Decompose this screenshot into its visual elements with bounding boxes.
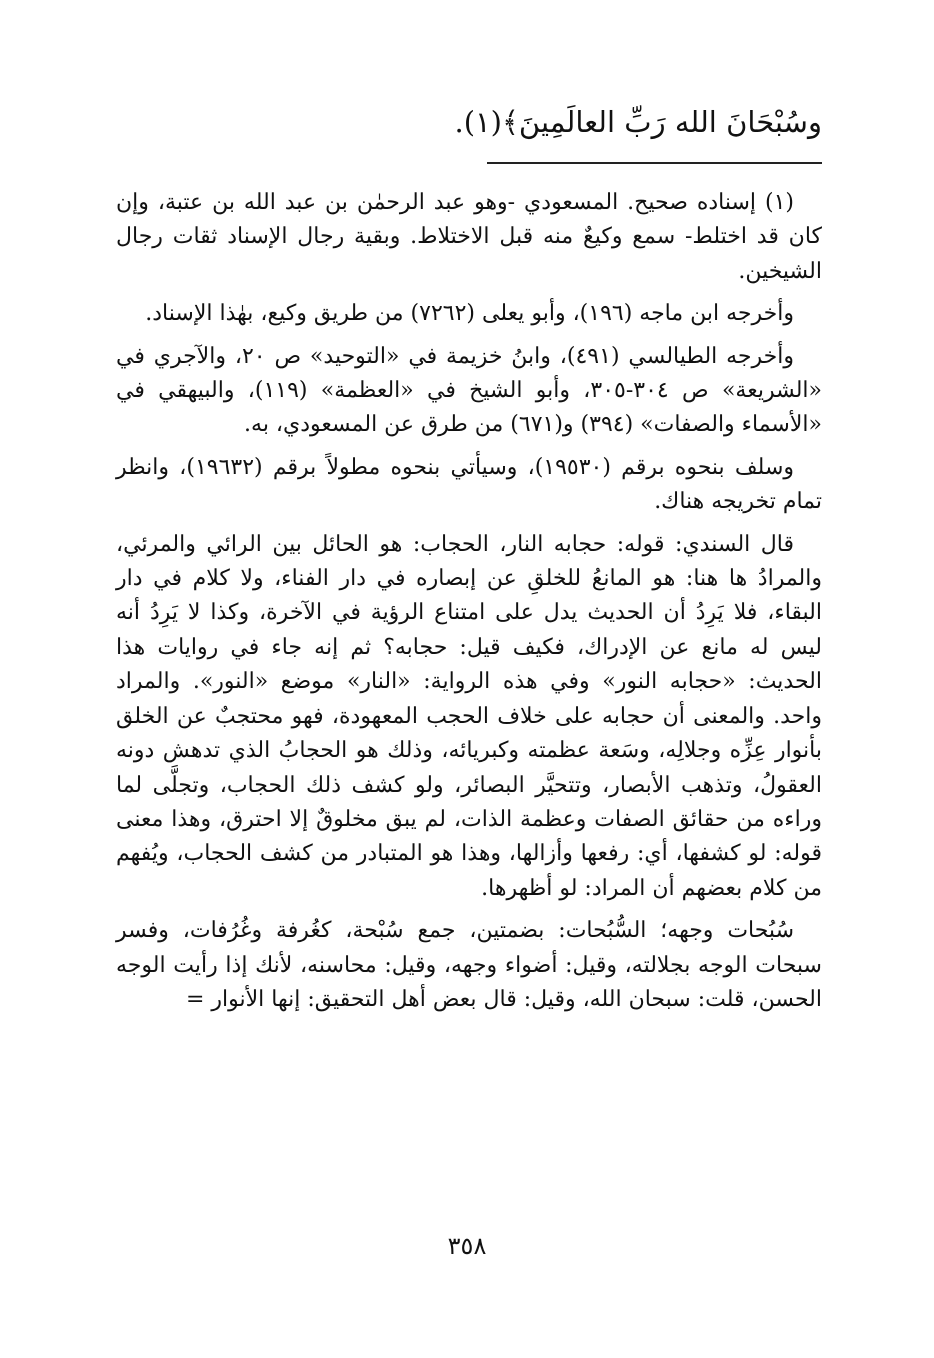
footnote-paragraph: سُبُحات وجهه؛ السُّبُحات: بضمتين، جمع سُبْحة، كغُرفة وغُرُفات، وفسر سبحات الوجه بجلالته، وقيل: أضواء وجهه، وقيل: محاسنه، لأنك إذا رأيت الوجه الحسن، قلت: سبحان الله، وقيل: قال بعض أهل التحقيق: إنها الأنوار =: [116, 918, 822, 1012]
footnote-paragraph: قال السندي: قوله: حجابه النار، الحجاب: هو الحائل بين الرائي والمرئي، والمرادُ ها هنا: هو المانعُ للخلقِ عن إبصاره في دار الفناء، ولا كلام في دار البقاء، فلا يَرِدُ أن الحديث يدل على امتناع الرؤية في الآخرة، وكذا لا يَرِدُ أنه ليس له مانع عن الإدراك، فكيف قيل: حجابه؟ ثم إنه جاء في روايات هذا الحديث: «حجابه النور» وفي هذه الرواية: «النار» موضع «النور». والمراد واحد. والمعنى أن حجابه على خلاف الحجب المعهودة، فهو محتجبٌ عن الخلق بأنوار عِزِّه وجلالِه، وسَعة عظمته وكبريائه، وذلك هو الحجابُ الذي تدهش دونه العقولُ، وتذهب الأبصار، وتتحيَّر البصائر، ولو كشف ذلك الحجاب، وتجلَّى لما وراءه من حقائق الصفات وعظمة الذات، لم يبق مخلوقٌ إلا احترق، وهذا معنى قوله: لو كشفها، أي: رفعها وأزالها، وهذا هو المتبادر من كشف الحجاب، ويُفهم من كلام بعضهم أن المراد: لو أظهرها.: [116, 531, 823, 901]
footnote-paragraph: (١) إسناده صحيح. المسعودي -وهو عبد الرحمٰن بن عبد الله بن عتبة، وإن كان قد اختلط- سمع وكيعٌ منه قبل الاختلاط. وبقية رجال الإسناد ثقات رجال الشيخين.: [116, 190, 822, 284]
footnote-paragraph: وأخرجه ابن ماجه (١٩٦)، وأبو يعلى (٧٢٦٢) من طريق وكيع، بهٰذا الإسناد.: [145, 301, 794, 327]
page-number: ٣٥٨: [447, 1232, 487, 1260]
main-text-line: وسُبْحَانَ الله رَبِّ العالَمِينَ﴾(١).: [454, 105, 822, 139]
footnotes-section: [116, 186, 822, 1025]
footnote-paragraph: وأخرجه الطيالسي (٤٩١)، وابنُ خزيمة في «التوحيد» ص ٢٠، والآجري في «الشريعة» ص ٣٠٤-٣٠٥، وأبو الشيخ في «العظمة» (١١٩)، والبيهقي في «الأسماء والصفات» (٣٩٤) و(٦٧١) من طرق عن المسعودي، به.: [116, 343, 822, 438]
footnote-paragraph: وسلف بنحوه برقم (١٩٥٣٠)، وسيأتي بنحوه مطولاً برقم (١٩٦٣٢)، وانظر تمام تخريجه هناك.: [116, 454, 822, 515]
footnote-separator: [487, 162, 822, 164]
